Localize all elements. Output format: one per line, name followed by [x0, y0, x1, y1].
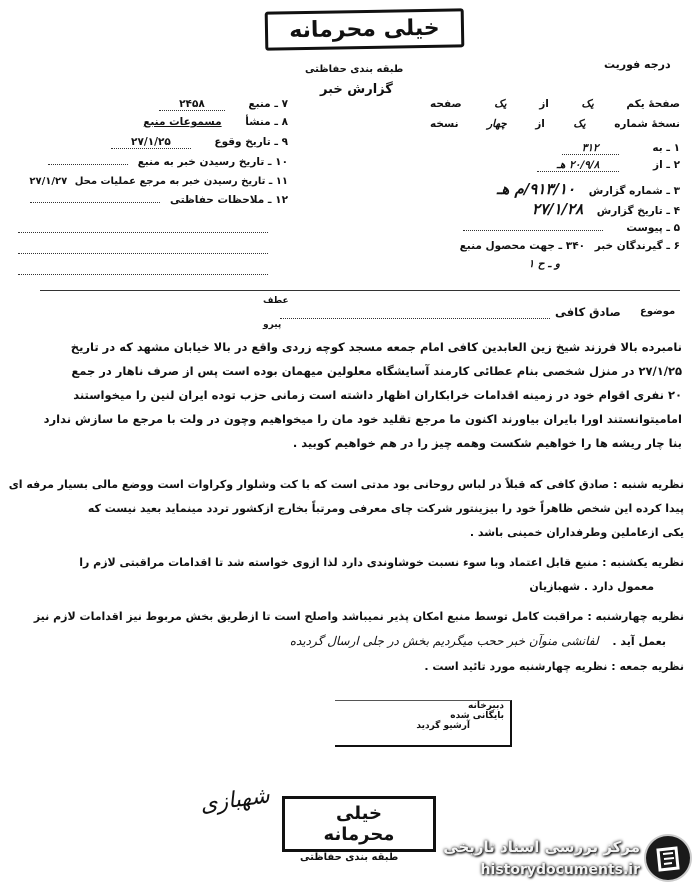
sunday-line-2: معمول دارد . شهبازیان	[529, 580, 654, 593]
top-stamp-text: خیلی محرمانه	[289, 15, 440, 44]
page-of: از	[539, 98, 549, 110]
left-fields-block	[18, 98, 288, 275]
reference-label: عطف	[263, 296, 289, 306]
source-row	[18, 98, 288, 114]
report-date-label: ۴ ـ تاریخ گزارش	[596, 205, 680, 217]
wednesday-line-1: نظریه چهارشنبه : مراقبت کامل توسط منبع امکان پذیر نمیباشد واصلح است تا ازطریق بخش مربوط نیز اقدامات لازم نیز	[33, 610, 684, 623]
from-value: ۲۰/۹/۸ هـ	[537, 159, 620, 172]
report-body	[22, 340, 682, 460]
source-label: ۷ ـ منبع	[248, 98, 288, 110]
registry-stamp	[335, 700, 512, 747]
page-unit: صفحه	[430, 98, 462, 110]
body-line-5: بنا چار ریشه ها را خواهیم شکست وهمه چیز را در هم خواهیم کوبید .	[292, 436, 682, 450]
occurrence-label: ۹ ـ تاریخ وقوع	[214, 136, 288, 148]
archive-watermark	[420, 832, 692, 888]
friday-line: نظریه جمعه : نظریه چهارشنبه مورد تائید است .	[424, 660, 684, 673]
archive-logo-icon	[646, 836, 690, 880]
occurrence-row	[18, 136, 288, 152]
priority-label: درجه فوریت	[604, 58, 671, 71]
registry-stamp-line-1: دبیرخانه	[468, 701, 504, 711]
report-number-value: ۹۱۳/۱۰/م هـ	[496, 180, 576, 198]
bottom-classification-stamp	[282, 796, 436, 852]
registry-stamp-line-3: آرشیو گردید	[416, 721, 470, 731]
origin-row	[18, 116, 288, 132]
page-label: صفحهٔ یکم	[626, 98, 680, 110]
blank-line-1	[18, 218, 268, 233]
report-number-label: ۳ ـ شماره گزارش	[588, 185, 680, 197]
wednesday-line-2-row	[8, 634, 684, 660]
report-date-value: ۲۷/۱/۲۸	[531, 200, 584, 218]
blank-line-2	[18, 239, 268, 254]
copy-row	[430, 118, 680, 134]
recipients-value: ۳۴۰ ـ جهت محصول منبع	[459, 240, 586, 252]
copy-total: چهار	[487, 118, 507, 130]
report-date-row	[430, 200, 680, 218]
registry-stamp-line-2: بایگانی شده	[450, 711, 504, 721]
body-line-1: نامبرده بالا فرزند شیخ زین العابدین کافی امام جمعه مسجد کوچه زردی واقع در بالا خیابان مشهد که در تاریخ	[70, 340, 682, 354]
subject-label: موضوع	[640, 306, 676, 317]
body-line-3: ۲۰ نفری اقوام خود در زمینه اقدامات خرابکاران اظهار داشته است زمانی حزب توده ایران لنین را میخواستند	[73, 388, 682, 402]
saturday-line-1: نظریه شنبه : صادق کافی که قبلاً در لباس روحانی بود مدتی است که با کت وشلوار وکراوات است ووضع مالی بسیار مرفه ای	[8, 478, 684, 491]
body-line-4: امامیتوانستند اورا بایران بیاورند اکنون ما مرجع تقلید خود مان را میخواهیم وچون در ولت با مرجع ما سازش ندارد	[43, 412, 682, 426]
page-total: یک	[494, 98, 507, 110]
arrival-source-row	[18, 156, 288, 172]
to-row	[430, 142, 680, 157]
body-line-2: ۲۷/۱/۲۵ در منزل شخصی بنام عطائی کارمند آسایشگاه معلولین میهمان بوده است پس از صرف ناهار در جمع	[71, 364, 682, 378]
header-divider	[40, 290, 680, 291]
blank-line-3	[18, 260, 268, 275]
followup-label: پیرو	[263, 320, 282, 330]
source-value: ۲۴۵۸	[159, 98, 225, 111]
report-number-row	[430, 180, 680, 198]
bottom-stamp-text: خیلی محرمانه	[323, 803, 395, 845]
from-label: ۲ ـ از	[653, 159, 680, 171]
security-notes-label: ۱۲ ـ ملاحظات حفاظتی	[169, 194, 288, 206]
saturday-line-3: یکی ازعاملین وطرفداران خمینی باشد .	[469, 526, 684, 539]
opinions-section	[8, 478, 684, 682]
copy-of: از	[535, 118, 545, 130]
from-row	[430, 159, 680, 174]
copy-unit: نسخه	[430, 118, 459, 130]
bottom-classification-note: طبقه بندی حفاظتی	[300, 852, 399, 863]
page-value: یک	[581, 98, 594, 110]
watermark-url: historydocuments.ir	[480, 862, 640, 878]
subject-dotted-line	[280, 318, 550, 319]
watermark-title: مرکز بررسی اسناد تاریخی	[443, 838, 640, 856]
handwritten-note: لفانشی منوآن خبر ححب میگردیم بخش در جلی ارسال گردیده	[289, 634, 599, 648]
security-notes-value	[30, 202, 160, 203]
right-fields-block	[430, 98, 680, 273]
copy-label: نسخهٔ شماره	[614, 118, 680, 130]
arrival-source-value	[48, 164, 128, 165]
sunday-line-1: نظریه یکشنبه : منبع قابل اعتماد وبا سوء نسبت خوشاوندی دارد لذا ازوی خواسته شد تا اقدامات مراقبتی لازم را	[79, 556, 684, 569]
signature: شهبازی	[198, 783, 272, 818]
recipients-row	[430, 240, 680, 255]
arrival-ops-row	[18, 176, 288, 192]
to-label: ۱ ـ به	[652, 142, 680, 154]
page-row	[430, 98, 680, 113]
top-classification-stamp	[265, 8, 465, 50]
copy-value: یک	[573, 118, 586, 130]
saturday-line-2: پیدا کرده این شخص ظاهراً خود را بیزینتور شرکت چای معرفی ومرتباً بخارج ازکشور تردد مینماید بعید نیست که	[87, 502, 684, 515]
subject-value: صادق کافی	[555, 305, 621, 319]
security-notes-row	[18, 194, 288, 210]
to-value: ۳۱۲	[562, 142, 619, 155]
recipients-extra-row	[430, 258, 680, 273]
attachment-value	[463, 230, 603, 231]
origin-label: ۸ ـ منشأ	[245, 116, 288, 128]
attachment-label: ۵ ـ پیوست	[626, 222, 680, 234]
top-classification-note: طبقه بندی حفاظتی	[305, 64, 404, 75]
recipients-label: ۶ ـ گیرندگان خبر	[594, 240, 680, 252]
attachment-row	[430, 222, 680, 237]
arrival-ops-value: ۲۷/۱/۲۷	[29, 176, 68, 187]
arrival-ops-label: ۱۱ ـ تاریخ رسیدن خبر به مرجع عملیات محل	[74, 176, 288, 187]
origin-value: مسموعات منبع	[143, 116, 222, 128]
arrival-source-label: ۱۰ ـ تاریخ رسیدن خبر به منبع	[137, 156, 288, 168]
report-title: گزارش خبر	[320, 82, 393, 97]
occurrence-value: ۲۷/۱/۲۵	[111, 136, 191, 149]
recipients-extra-value: و ـ ح ۱	[528, 258, 560, 270]
wednesday-line-2: بعمل آید .	[612, 635, 666, 648]
